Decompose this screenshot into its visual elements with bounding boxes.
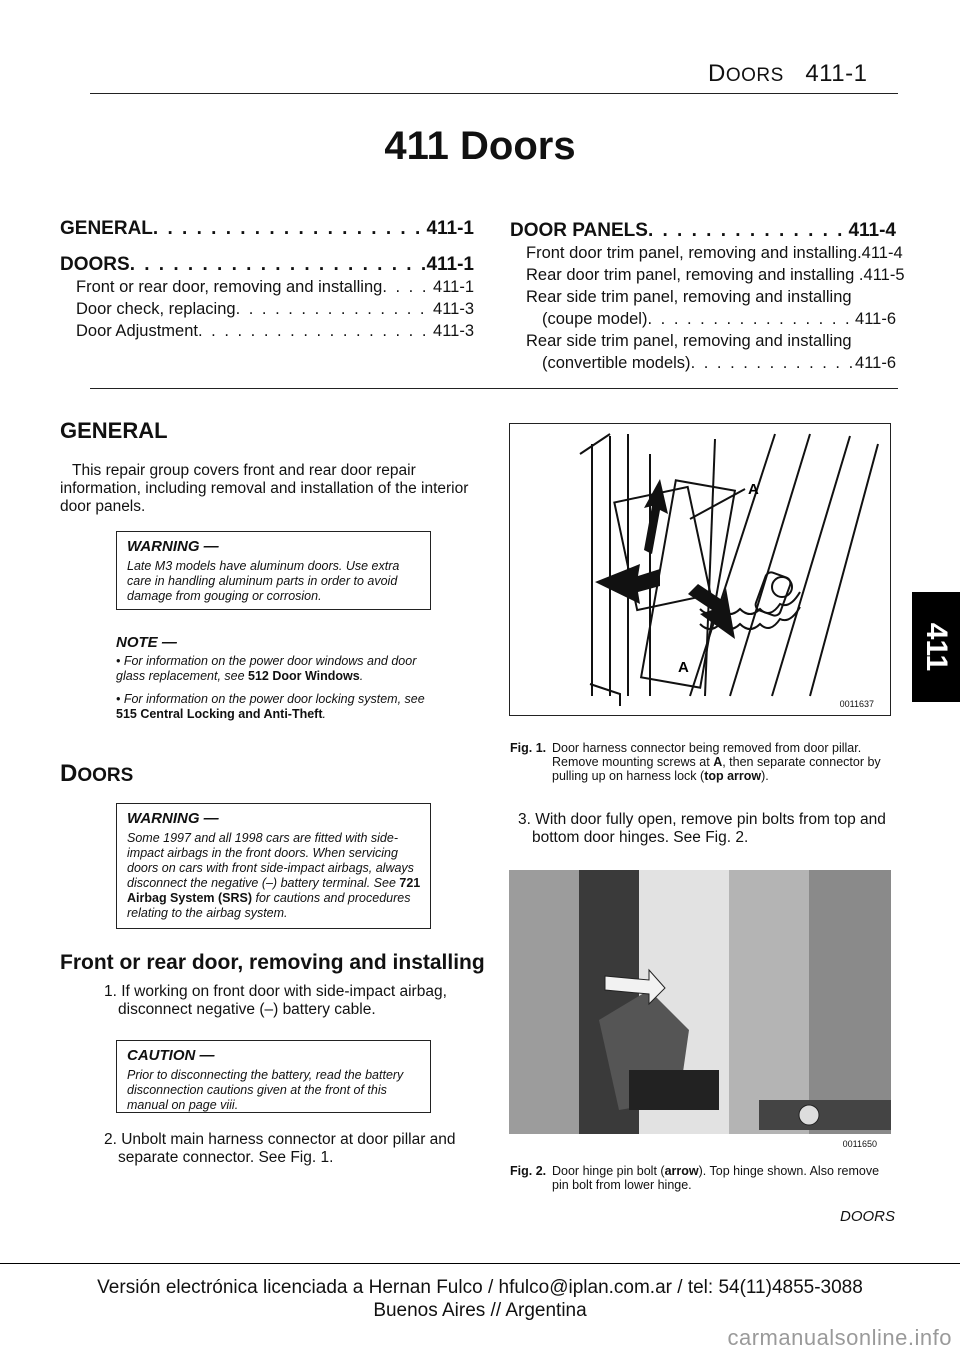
- doors-heading: DOORS: [60, 760, 134, 787]
- caution-box: CAUTION — Prior to disconnecting the battery, read the battery disconnection cautions given at the front of this manual on page viii.: [116, 1040, 431, 1113]
- toc-rule: [90, 388, 898, 389]
- general-heading: GENERAL: [60, 418, 168, 443]
- toc-entry-rear-side-coupe[interactable]: Rear side trim panel, removing and installing (coupe model) . . . 411-6: [526, 286, 896, 330]
- step-3: 3. With door fully open, remove pin bolts from top and bottom door hinges. See Fig. 2.: [518, 811, 886, 846]
- running-header: DOORS 411-1: [708, 60, 868, 87]
- side-tab-label: 411: [920, 622, 953, 672]
- fig1-caption: Fig. 1. Door harness connector being removed from door pillar. Remove mounting screws at A, then separate connector by pulling up on harness lock (top arrow).: [510, 741, 881, 783]
- footer-section-label: DOORS: [840, 1208, 896, 1225]
- door-remove-heading: Front or rear door, removing and installing: [60, 951, 485, 974]
- svg-text:A: A: [678, 659, 689, 676]
- header-rule: [90, 93, 898, 94]
- fig2-door-hinge-photo: [509, 870, 891, 1152]
- watermark: carmanualsonline.info: [727, 1325, 952, 1350]
- fig1-door-connector-illustration: [510, 424, 890, 714]
- toc-entry-front-trim[interactable]: Front door trim panel, removing and installing. 411-4: [526, 244, 903, 262]
- toc-entry-door-adjust[interactable]: Door Adjustment . . . 411-3: [76, 320, 474, 342]
- general-body: This repair group covers front and rear door repair information, including removal and installation of the interior door panels.: [60, 462, 469, 515]
- fig2-photo: [509, 870, 891, 1152]
- fig1-frame: [509, 423, 891, 716]
- fig2-caption: Fig. 2. Door hinge pin bolt (arrow). Top hinge shown. Also remove pin bolt from lower hinge.: [510, 1164, 880, 1192]
- toc-entry-door-check[interactable]: Door check, replacing . . . 411-3: [76, 298, 474, 320]
- license-line-2: Buenos Aires // Argentina: [373, 1300, 587, 1321]
- svg-text:A: A: [748, 481, 759, 498]
- fig1-id: 0011637: [839, 699, 874, 709]
- step-2: 2. Unbolt main harness connector at door pillar and separate connector. See Fig. 1.: [104, 1131, 456, 1166]
- chapter-title: 411 Doors: [384, 124, 576, 168]
- toc-right: [510, 220, 905, 374]
- general-note: NOTE — • For information on the power door windows and door glass replacement, see 512 Door Windows. • For information on the power door locking system, see 515 Central Locking and Anti-Theft.: [116, 634, 425, 721]
- fig2-id: 0011650: [842, 1139, 877, 1149]
- step-1: 1. If working on front door with side-impact airbag, disconnect negative (–) battery cable.: [104, 983, 447, 1018]
- chapter-side-tab: [912, 592, 960, 702]
- toc-entry-rear-side-convertible[interactable]: Rear side trim panel, removing and installing (convertible models) . . . 411-6: [526, 330, 896, 374]
- footer-rule: [0, 1263, 960, 1264]
- toc-entry-general[interactable]: GENERAL . . . 411-1: [60, 218, 474, 240]
- toc-entry-rear-trim[interactable]: Rear door trim panel, removing and installing . 411-5: [526, 266, 905, 284]
- toc-entry-doors[interactable]: DOORS . . . 411-1: [60, 254, 474, 276]
- toc-entry-door-remove[interactable]: Front or rear door, removing and installing . . . 411-1: [76, 276, 474, 298]
- license-line-1: Versión electrónica licenciada a Hernan Fulco / hfulco@iplan.com.ar / tel: 54(11)4855-3088: [97, 1277, 863, 1298]
- doors-warning-box: WARNING — Some 1997 and all 1998 cars are fitted with side-impact airbags in the front doors. When servicing doors on cars with front side-impact airbags, always disconnect the negative (–) battery terminal. See 721 Airbag System (SRS) for cautions and procedures relating to the airbag system.: [116, 803, 431, 929]
- general-warning-box: WARNING — Late M3 models have aluminum doors. Use extra care in handling aluminum parts in order to avoid damage from gouging or corrosion.: [116, 531, 431, 610]
- toc-entry-door-panels[interactable]: DOOR PANELS . . . 411-4: [510, 220, 896, 242]
- toc-left: [60, 218, 474, 342]
